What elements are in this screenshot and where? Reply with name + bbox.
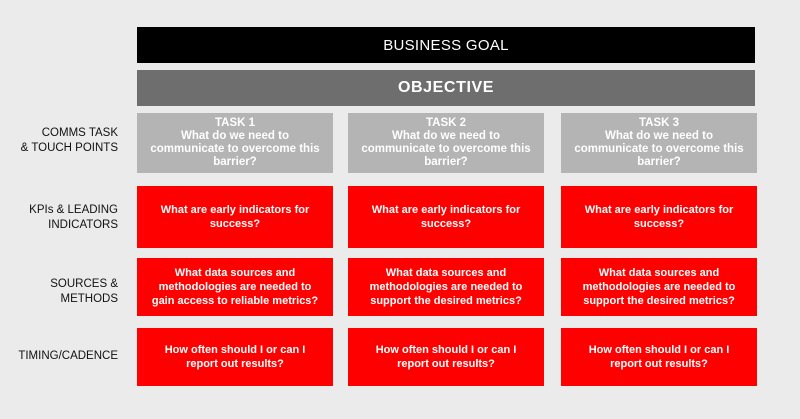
sources-card-3: What data sources and methodologies are needed to support the desired metrics? [561, 258, 757, 316]
row-label-timing: TIMING/CADENCE [18, 350, 118, 362]
task-text: What do we need to communicate to overcome this barrier? [150, 130, 320, 168]
task-title: TASK 2 [425, 117, 467, 129]
task-card-3 [561, 113, 757, 173]
objective-label: OBJECTIVE [397, 79, 495, 96]
task-card-1 [137, 113, 333, 173]
kpi-card-3: What are early indicators for success? [561, 186, 757, 248]
task-title: TASK 3 [638, 117, 680, 129]
row-label-sources: SOURCES & METHODS [50, 278, 118, 305]
row-label-kpis: KPIs & LEADING INDICATORS [29, 204, 118, 231]
kpi-card-2: What are early indicators for success? [348, 186, 544, 248]
task-card-2 [348, 113, 544, 173]
business-goal-label: BUSINESS GOAL [383, 36, 509, 54]
row-label-comms: COMMS TASK & TOUCH POINTS [20, 127, 118, 154]
sources-card-2: What data sources and methodologies are needed to support the desired metrics? [348, 258, 544, 316]
sources-card-1: What data sources and methodologies are needed to gain access to reliable metrics? [137, 258, 333, 316]
timing-card-3: How often should I or can I report out results? [561, 328, 757, 386]
task-text: What do we need to communicate to overcome this barrier? [361, 130, 531, 168]
kpi-card-1: What are early indicators for success? [137, 186, 333, 248]
timing-card-1: How often should I or can I report out results? [137, 328, 333, 386]
business-goal-bar [137, 27, 755, 63]
task-title: TASK 1 [214, 117, 256, 129]
timing-card-2: How often should I or can I report out results? [348, 328, 544, 386]
task-text: What do we need to communicate to overcome this barrier? [574, 130, 744, 168]
objective-bar [137, 70, 755, 106]
